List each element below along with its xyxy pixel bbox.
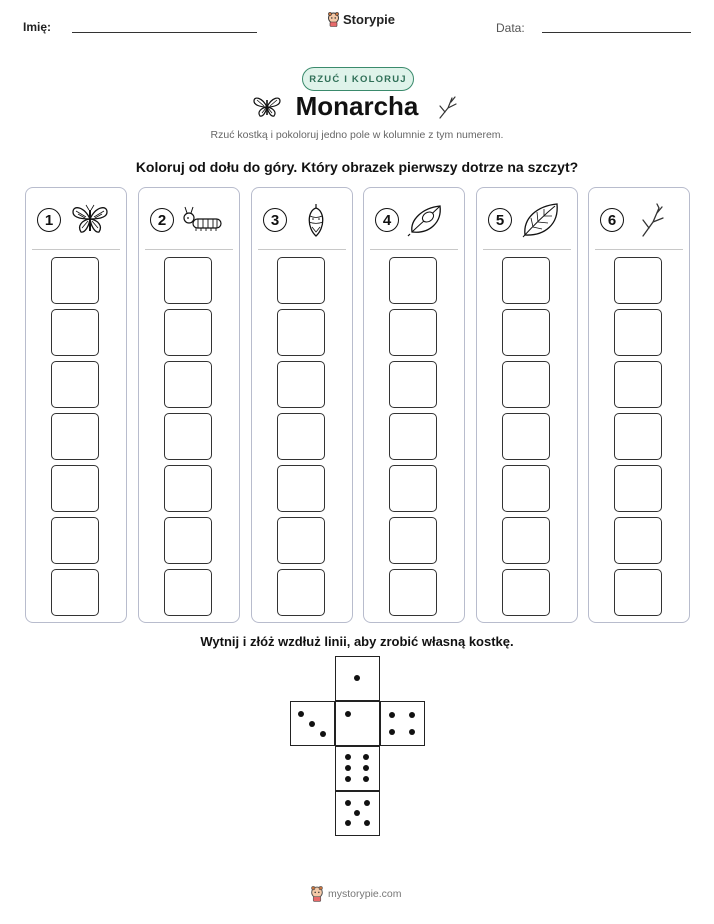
- color-box[interactable]: [164, 517, 212, 564]
- color-box[interactable]: [502, 361, 550, 408]
- color-box[interactable]: [389, 517, 437, 564]
- pip: [389, 729, 395, 735]
- dice-face-1: [335, 656, 380, 701]
- color-box[interactable]: [277, 517, 325, 564]
- color-box[interactable]: [164, 309, 212, 356]
- color-box[interactable]: [614, 569, 662, 616]
- dice-face-3: [290, 701, 335, 746]
- chrysalis-icon: [294, 202, 338, 238]
- page-title: Monarcha: [295, 91, 419, 121]
- color-box[interactable]: [614, 465, 662, 512]
- column-divider: [32, 249, 120, 250]
- brand-name: Storypie: [343, 12, 396, 27]
- pip: [298, 711, 304, 717]
- column-divider: [258, 249, 346, 250]
- pip: [364, 800, 370, 806]
- date-label: Data:: [496, 21, 525, 35]
- date-line[interactable]: [542, 32, 691, 33]
- column-5: [476, 187, 578, 623]
- pip: [354, 810, 360, 816]
- color-box[interactable]: [51, 361, 99, 408]
- column-number: 6: [600, 208, 624, 232]
- pip: [354, 675, 360, 681]
- color-box[interactable]: [51, 569, 99, 616]
- pip: [345, 765, 351, 771]
- name-line[interactable]: [72, 32, 257, 33]
- brand-logo: [327, 12, 395, 27]
- color-box[interactable]: [614, 413, 662, 460]
- pip: [363, 765, 369, 771]
- column-1: [25, 187, 127, 623]
- pip: [363, 754, 369, 760]
- color-box[interactable]: [164, 465, 212, 512]
- subtitle: Rzuć kostką i pokoloruj jedno pole w kolumnie z tym numerem.: [210, 129, 504, 141]
- pip: [389, 712, 395, 718]
- color-box[interactable]: [277, 309, 325, 356]
- color-box[interactable]: [614, 517, 662, 564]
- column-divider: [370, 249, 458, 250]
- color-box[interactable]: [51, 413, 99, 460]
- color-box[interactable]: [389, 257, 437, 304]
- color-box[interactable]: [502, 569, 550, 616]
- color-box[interactable]: [277, 465, 325, 512]
- footer: [310, 886, 402, 902]
- color-box[interactable]: [164, 361, 212, 408]
- column-number: 5: [488, 208, 512, 232]
- pip: [320, 731, 326, 737]
- pip: [409, 712, 415, 718]
- color-box[interactable]: [51, 309, 99, 356]
- column-number: 2: [150, 208, 174, 232]
- color-box[interactable]: [164, 569, 212, 616]
- pip: [345, 776, 351, 782]
- name-label: Imię:: [23, 20, 52, 34]
- color-box[interactable]: [389, 361, 437, 408]
- color-box[interactable]: [277, 413, 325, 460]
- color-box[interactable]: [389, 569, 437, 616]
- dice-face-6: [335, 746, 380, 791]
- footer-url[interactable]: mystorypie.com: [328, 888, 402, 900]
- seed-pod-icon: [406, 202, 450, 238]
- storypie-mascot-icon: [310, 886, 324, 902]
- twig-icon: [436, 94, 460, 120]
- color-box[interactable]: [277, 361, 325, 408]
- column-divider: [595, 249, 683, 250]
- leaf-icon: [519, 202, 563, 238]
- column-4: [363, 187, 465, 623]
- color-box[interactable]: [277, 257, 325, 304]
- color-box[interactable]: [502, 465, 550, 512]
- color-box[interactable]: [389, 309, 437, 356]
- pip: [345, 820, 351, 826]
- cut-instruction: Wytnij i złóż wzdłuż linii, aby zrobić własną kostkę.: [200, 634, 514, 649]
- color-box[interactable]: [502, 257, 550, 304]
- color-box[interactable]: [164, 257, 212, 304]
- color-box[interactable]: [389, 413, 437, 460]
- color-box[interactable]: [51, 465, 99, 512]
- column-divider: [145, 249, 233, 250]
- pip: [364, 820, 370, 826]
- dice-face-5: [335, 791, 380, 836]
- column-3: [251, 187, 353, 623]
- activity-badge: RZUĆ I KOLORUJ: [302, 67, 414, 91]
- column-divider: [483, 249, 571, 250]
- pip: [345, 711, 351, 717]
- twig-icon: [631, 202, 675, 238]
- pip: [345, 754, 351, 760]
- column-2: [138, 187, 240, 623]
- color-box[interactable]: [614, 257, 662, 304]
- caterpillar-icon: [181, 202, 225, 238]
- color-box[interactable]: [614, 309, 662, 356]
- pip: [409, 729, 415, 735]
- color-box[interactable]: [277, 569, 325, 616]
- color-box[interactable]: [502, 517, 550, 564]
- column-number: 1: [37, 208, 61, 232]
- color-box[interactable]: [502, 309, 550, 356]
- storypie-mascot-icon: [327, 12, 340, 27]
- pip: [363, 776, 369, 782]
- pip: [309, 721, 315, 727]
- dice-face-4: [380, 701, 425, 746]
- color-box[interactable]: [614, 361, 662, 408]
- pip: [345, 800, 351, 806]
- color-box[interactable]: [51, 517, 99, 564]
- color-box[interactable]: [164, 413, 212, 460]
- color-box[interactable]: [389, 465, 437, 512]
- column-number: 3: [263, 208, 287, 232]
- instruction: Koloruj od dołu do góry. Który obrazek pierwszy dotrze na szczyt?: [135, 159, 579, 175]
- dice-face-1-center: [335, 701, 380, 746]
- column-number: 4: [375, 208, 399, 232]
- color-box[interactable]: [502, 413, 550, 460]
- color-box[interactable]: [51, 257, 99, 304]
- column-6: [588, 187, 690, 623]
- butterfly-icon: [68, 202, 112, 238]
